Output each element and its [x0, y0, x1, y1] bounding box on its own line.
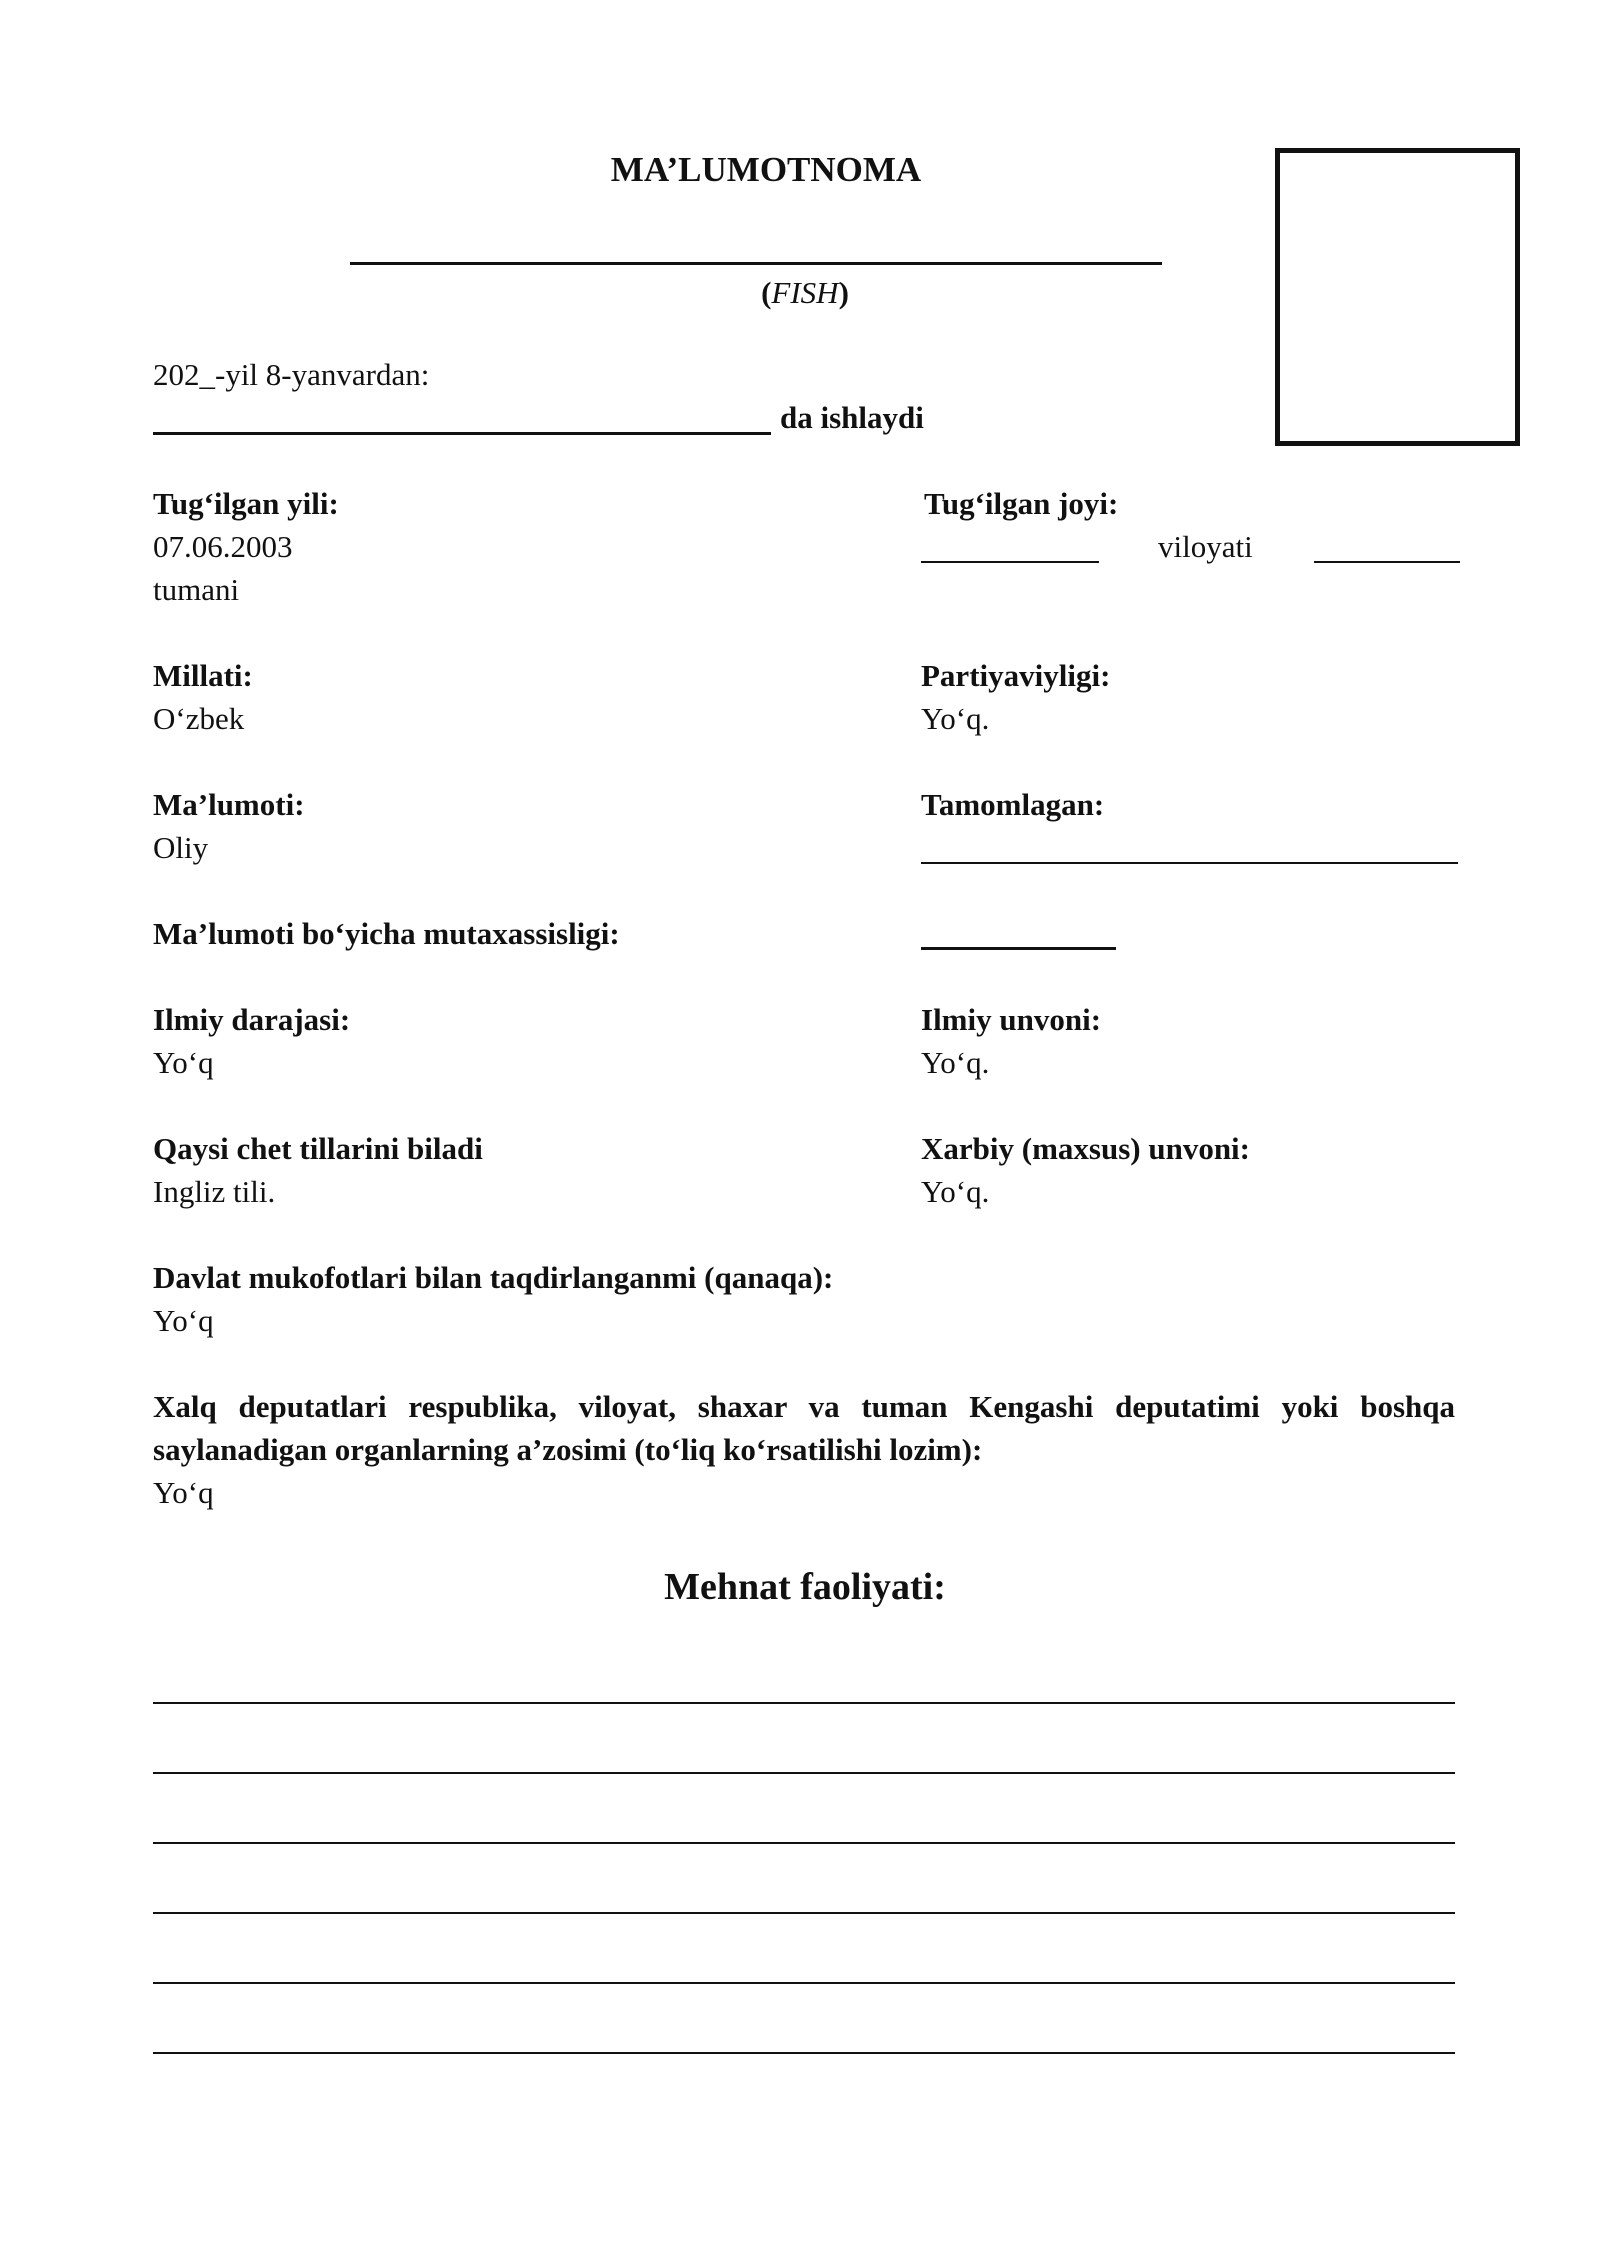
degree-label: Ilmiy darajasi: — [153, 1002, 351, 1037]
education-value: Oliy — [153, 830, 209, 865]
work-history-line — [153, 1772, 1455, 1774]
birth-year-value: 07.06.2003 — [153, 529, 293, 564]
date-line: 202_-yil 8-yanvardan: — [153, 357, 430, 392]
military-rank-label: Xarbiy (maxsus) unvoni: — [921, 1131, 1250, 1166]
graduated-blank-line — [921, 862, 1458, 864]
work-history-line — [153, 1982, 1455, 1984]
fish-blank-line — [350, 262, 1162, 265]
district-text: tumani — [153, 572, 240, 607]
region-blank-line — [921, 561, 1099, 563]
work-history-line — [153, 2052, 1455, 2054]
awards-value: Yo‘q — [153, 1303, 214, 1338]
specialty-blank-line — [921, 947, 1116, 950]
deputy-label: Xalq deputatlari respublika, viloyat, shaxar va tuman Kengashi deputatimi yoki boshqa saylanadigan organlarning a’zosimi (to‘liq ko‘rsatilishi lozim): — [153, 1389, 1455, 1467]
graduated-label: Tamomlagan: — [921, 787, 1105, 822]
military-rank-value: Yo‘q. — [921, 1174, 990, 1209]
work-history-line — [153, 1702, 1455, 1704]
region-text: viloyati — [1158, 529, 1253, 564]
party-value: Yo‘q. — [921, 701, 990, 736]
work-history-line — [153, 1912, 1455, 1914]
party-label: Partiyaviyligi: — [921, 658, 1111, 693]
district-blank-line — [1314, 561, 1460, 563]
academic-title-label: Ilmiy unvoni: — [921, 1002, 1102, 1037]
work-history-line — [153, 1842, 1455, 1844]
fish-caption: (FISH) — [761, 275, 849, 310]
nationality-value: O‘zbek — [153, 701, 245, 736]
degree-value: Yo‘q — [153, 1045, 214, 1080]
document-title: MA’LUMOTNOMA — [610, 150, 922, 189]
work-history-heading: Mehnat faoliyati: — [664, 1566, 946, 1608]
birth-year-label: Tug‘ilgan yili: — [153, 486, 339, 521]
education-label: Ma’lumoti: — [153, 787, 305, 822]
languages-label: Qaysi chet tillarini biladi — [153, 1131, 483, 1166]
workplace-blank-line — [153, 432, 771, 435]
languages-value: Ingliz tili. — [153, 1174, 276, 1209]
deputy-value: Yo‘q — [153, 1475, 214, 1510]
nationality-label: Millati: — [153, 658, 253, 693]
workplace-suffix: da ishlaydi — [780, 400, 924, 435]
specialty-label: Ma’lumoti bo‘yicha mutaxassisligi: — [153, 916, 620, 951]
fish-label: FISH — [771, 275, 839, 310]
birth-place-label: Tug‘ilgan joyi: — [924, 486, 1119, 521]
academic-title-value: Yo‘q. — [921, 1045, 990, 1080]
awards-label: Davlat mukofotlari bilan taqdirlanganmi (qanaqa): — [153, 1260, 834, 1295]
